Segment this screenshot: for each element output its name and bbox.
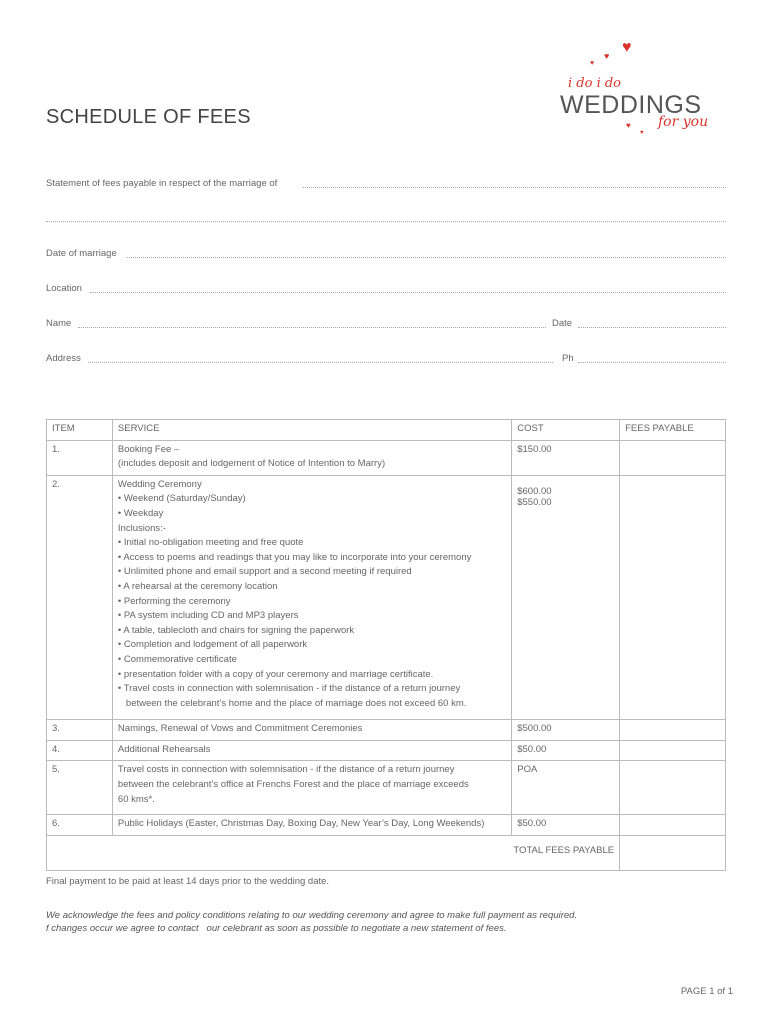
service-cell: Additional Rehearsals: [112, 740, 511, 761]
service-cell: Public Holidays (Easter, Christmas Day, Boxing Day, New Year’s Day, Long Weekends): [112, 815, 511, 836]
logo-tagline: i do i do: [568, 76, 622, 91]
service-line: between the celebrant’s office at Frenchs Forest and the place of marriage exceeds: [117, 779, 469, 791]
logo-wordmark: WEDDINGS: [560, 91, 702, 119]
table-row: [47, 761, 726, 815]
heart-icon: ♥: [622, 39, 632, 56]
logo-subline: for you: [658, 114, 709, 130]
total-fees-cell[interactable]: [620, 835, 726, 870]
heart-icon: ♥: [604, 51, 610, 61]
payment-note: Final payment to be paid at least 14 days prior to the wedding date.: [46, 876, 330, 887]
date-line[interactable]: [578, 327, 726, 328]
brand-logo: [560, 38, 730, 138]
service-line: • Performing the ceremony: [117, 595, 231, 607]
cost-cell: $150.00: [512, 440, 620, 475]
ph-label: Ph: [562, 353, 574, 364]
statement-line[interactable]: [303, 187, 726, 188]
fees-payable-cell[interactable]: [620, 475, 726, 720]
column-header: COST: [512, 420, 620, 441]
cost-cell: $500.00: [512, 720, 620, 741]
fees-payable-cell[interactable]: [620, 761, 726, 815]
location-label: Location: [46, 283, 82, 294]
statement-line-2[interactable]: [46, 221, 726, 222]
location-line[interactable]: [90, 292, 726, 293]
service-line: • A rehearsal at the ceremony location: [117, 580, 278, 592]
item-number: 5.: [47, 761, 113, 815]
service-line: • Weekday: [117, 507, 164, 519]
table-row: [47, 815, 726, 836]
heart-icon: ♥: [626, 121, 631, 130]
acknowledgement-line: We acknowledge the fees and policy conditions relating to our wedding ceremony and agree to make full payment as required.: [46, 910, 578, 921]
table-row: [47, 720, 726, 741]
ph-line[interactable]: [578, 362, 726, 363]
service-cell: [112, 475, 511, 720]
service-line: Wedding Ceremony: [117, 478, 202, 490]
service-line: • PA system including CD and MP3 players: [117, 610, 299, 622]
acknowledgement-line: f changes occur we agree to contact our celebrant as soon as possible to negotiate a new statement of fees.: [46, 922, 507, 934]
date-label: Date: [552, 318, 573, 329]
table-row: [47, 475, 726, 720]
service-cell: [112, 440, 511, 475]
column-header: SERVICE: [112, 420, 511, 441]
cost-cell: POA: [512, 761, 620, 815]
total-label: TOTAL FEES PAYABLE: [47, 835, 620, 870]
statement-label: Statement of fees payable in respect of the marriage of: [46, 178, 278, 189]
name-line[interactable]: [78, 327, 546, 328]
cost-cell: [512, 475, 620, 720]
service-cell: [112, 761, 511, 815]
service-line: between the celebrant’s home and the place of marriage does not exceed 60 km.: [125, 697, 467, 709]
address-line[interactable]: [88, 362, 553, 363]
name-label: Name: [46, 318, 72, 329]
page-number: PAGE 1 of 1: [680, 986, 733, 997]
service-line: • Completion and lodgement of all paperwork: [117, 639, 308, 651]
service-line: Inclusions:-: [117, 522, 166, 534]
service-line: • Access to poems and readings that you may like to incorporate into your ceremony: [117, 551, 472, 563]
service-cell: Namings, Renewal of Vows and Commitment Ceremonies: [112, 720, 511, 741]
item-number: 2.: [47, 475, 113, 720]
service-line: • Unlimited phone and email support and a second meeting if required: [117, 566, 412, 578]
service-line: Travel costs in connection with solemnisation - if the distance of a return journey: [117, 764, 455, 776]
fees-payable-cell[interactable]: [620, 720, 726, 741]
fees-payable-cell[interactable]: [620, 740, 726, 761]
fees-payable-cell[interactable]: [620, 815, 726, 836]
address-label: Address: [46, 353, 81, 364]
item-number: 4.: [47, 740, 113, 761]
service-line: • Commemorative certificate: [117, 653, 237, 665]
service-line: 60 kms*.: [117, 793, 155, 805]
service-line: • A table, tablecloth and chairs for signing the paperwork: [117, 624, 355, 636]
heart-icon: ♥: [590, 60, 595, 67]
cost-weekend: $600.00: [517, 485, 552, 497]
service-line: • Travel costs in connection with solemnisation - if the distance of a return journey: [117, 683, 461, 695]
item-number: 6.: [47, 815, 113, 836]
fees-payable-cell[interactable]: [620, 440, 726, 475]
column-header: ITEM: [47, 420, 113, 441]
table-header-row: [47, 420, 726, 441]
cost-weekday: $550.00: [517, 497, 552, 509]
service-line: Booking Fee –: [117, 443, 180, 455]
item-number: 3.: [47, 720, 113, 741]
page-title: SCHEDULE OF FEES: [46, 106, 251, 128]
cost-cell: $50.00: [512, 815, 620, 836]
service-line: • Initial no-obligation meeting and free quote: [117, 537, 304, 549]
table-row: [47, 440, 726, 475]
service-line: • presentation folder with a copy of your ceremony and marriage certificate.: [117, 668, 434, 680]
column-header: FEES PAYABLE: [620, 420, 726, 441]
fees-table: [46, 419, 726, 871]
heart-icon: ♥: [640, 130, 644, 136]
table-row: [47, 740, 726, 761]
acknowledgement: [46, 910, 577, 935]
cost-cell: $50.00: [512, 740, 620, 761]
date-of-marriage-label: Date of marriage: [46, 248, 117, 259]
total-row: [47, 835, 726, 870]
date-of-marriage-line[interactable]: [127, 257, 726, 258]
service-line: • Weekend (Saturday/Sunday): [117, 493, 246, 505]
service-line: (includes deposit and lodgement of Notice of Intention to Marry): [117, 458, 386, 470]
item-number: 1.: [47, 440, 113, 475]
